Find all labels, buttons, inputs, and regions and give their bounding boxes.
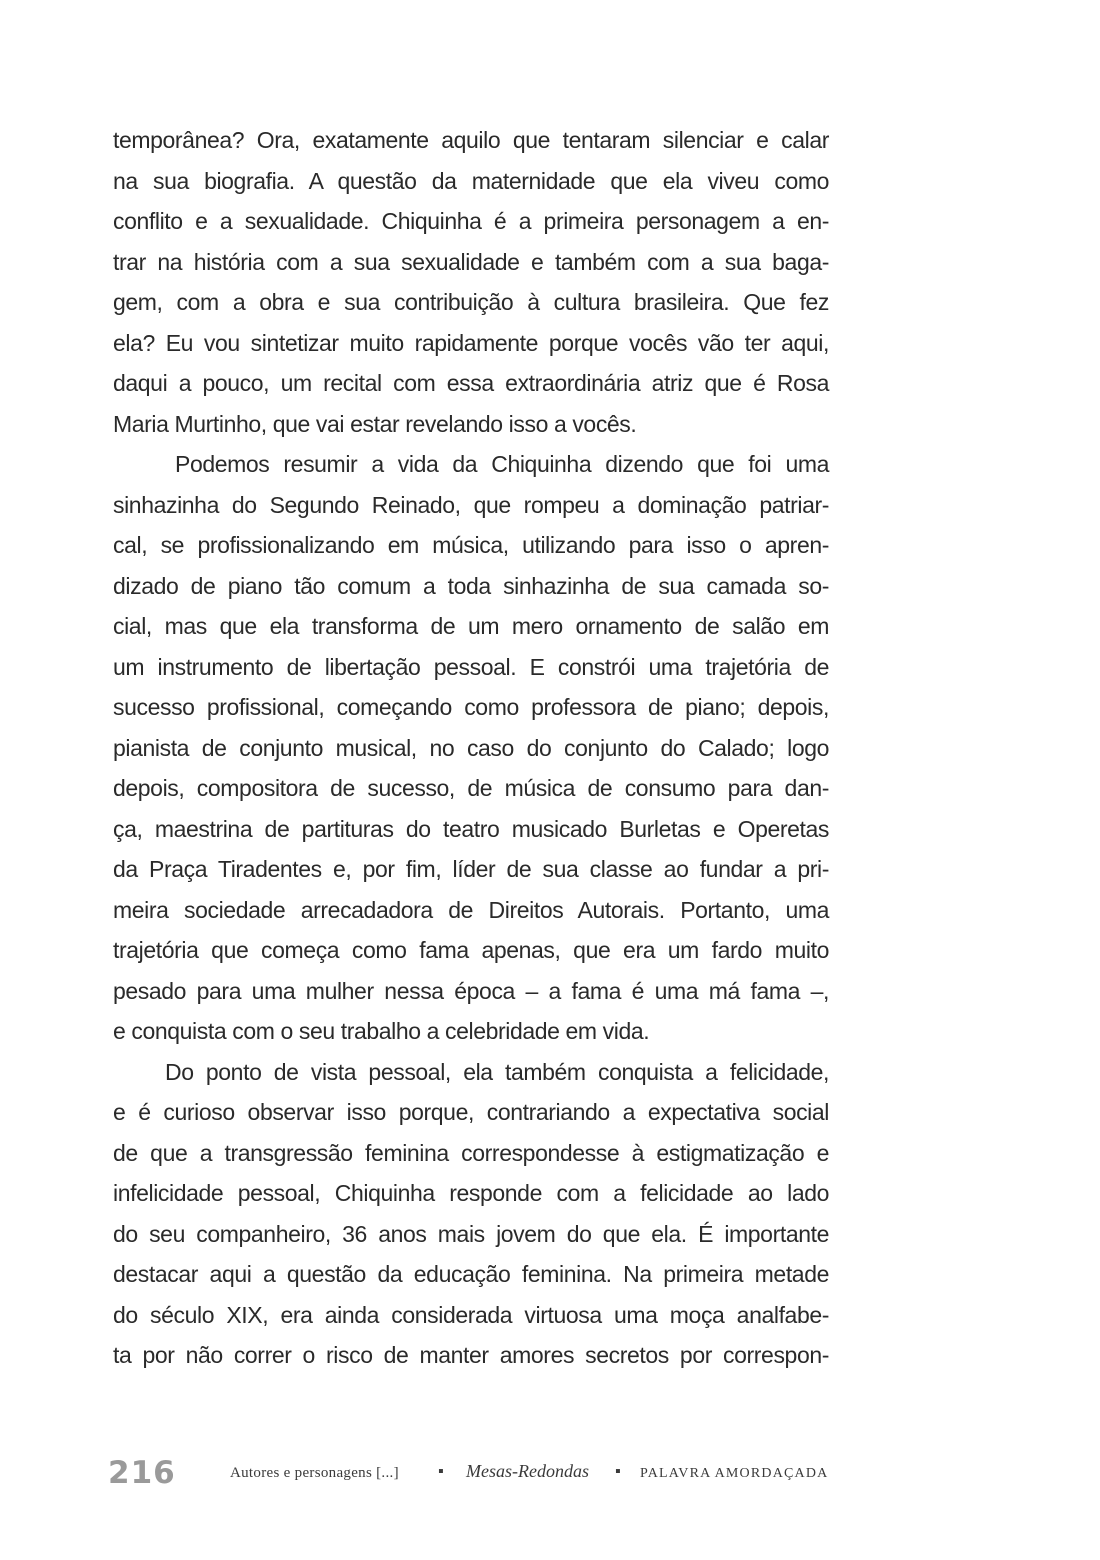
text-line: de que a transgressão feminina correspondesse à estigmatização e (113, 1139, 829, 1166)
text-line: sucesso profissional, começando como professora de piano; depois, (113, 694, 829, 720)
text-line: cal, se profissionalizando em música, utilizando para isso o apren- (113, 532, 829, 558)
paragraph-start-line: Do ponto de vista pessoal, ela também conquista a felicidade, (165, 1058, 829, 1085)
paragraph-start-line: Podemos resumir a vida da Chiquinha dizendo que foi uma (175, 451, 829, 477)
text-line: ta por não correr o risco de manter amores secretos por correspon- (113, 1342, 829, 1368)
text-line: cial, mas que ela transforma de um mero ornamento de salão em (113, 613, 829, 639)
text-line: do século XIX, era ainda considerada virtuosa uma moça analfabe- (113, 1301, 829, 1328)
bullet-icon: ▪ (438, 1463, 444, 1480)
page-number: 216 (108, 1455, 176, 1491)
text-line: infelicidade pessoal, Chiquinha responde com a felicidade ao lado (113, 1180, 829, 1206)
text-line: gem, com a obra e sua contribuição à cultura brasileira. Que fez (113, 289, 829, 315)
text-line: e é curioso observar isso porque, contrariando a expectativa social (113, 1099, 829, 1125)
text-line: meira sociedade arrecadadora de Direitos Autorais. Portanto, uma (113, 896, 829, 923)
text-line: pianista de conjunto musical, no caso do conjunto do Calado; logo (113, 734, 829, 761)
text-line: ça, maestrina de partituras do teatro musicado Burletas e Operetas (113, 815, 829, 842)
text-line: Maria Murtinho, que vai estar revelando isso a vocês. (113, 410, 637, 437)
bullet-icon: ▪ (615, 1463, 621, 1480)
text-line: temporânea? Ora, exatamente aquilo que tentaram silenciar e calar (113, 127, 829, 153)
footer-series-title: Mesas-Redondas (466, 1461, 589, 1481)
body-text (113, 120, 829, 1376)
footer-section-title: Autores e personagens [...] (230, 1465, 399, 1481)
text-line: dizado de piano tão comum a toda sinhazinha de sua camada so- (113, 572, 829, 599)
footer-book-title: PALAVRA AMORDAÇADA (640, 1466, 829, 1481)
text-line: pesado para uma mulher nessa época – a fama é uma má fama –, (113, 977, 829, 1004)
text-line: ela? Eu vou sintetizar muito rapidamente porque vocês vão ter aqui, (113, 329, 829, 356)
text-line: na sua biografia. A questão da maternidade que ela viveu como (113, 167, 829, 194)
text-line: e conquista com o seu trabalho a celebridade em vida. (113, 1018, 650, 1044)
text-line: trajetória que começa como fama apenas, que era um fardo muito (113, 937, 829, 963)
text-line: destacar aqui a questão da educação feminina. Na primeira metade (113, 1261, 829, 1287)
text-line: do seu companheiro, 36 anos mais jovem do que ela. É importante (113, 1220, 829, 1247)
text-line: depois, compositora de sucesso, de música de consumo para dan- (113, 775, 829, 801)
text-line: daqui a pouco, um recital com essa extraordinária atriz que é Rosa (113, 370, 829, 396)
page-footer (108, 1455, 830, 1495)
text-line: um instrumento de libertação pessoal. E constrói uma trajetória de (113, 653, 829, 680)
text-line: conflito e a sexualidade. Chiquinha é a primeira personagem a en- (113, 208, 829, 234)
text-line: trar na história com a sua sexualidade e também com a sua baga- (113, 248, 829, 275)
text-line: da Praça Tiradentes e, por fim, líder de sua classe ao fundar a pri- (113, 856, 829, 882)
text-line: sinhazinha do Segundo Reinado, que rompeu a dominação patriar- (113, 491, 829, 518)
